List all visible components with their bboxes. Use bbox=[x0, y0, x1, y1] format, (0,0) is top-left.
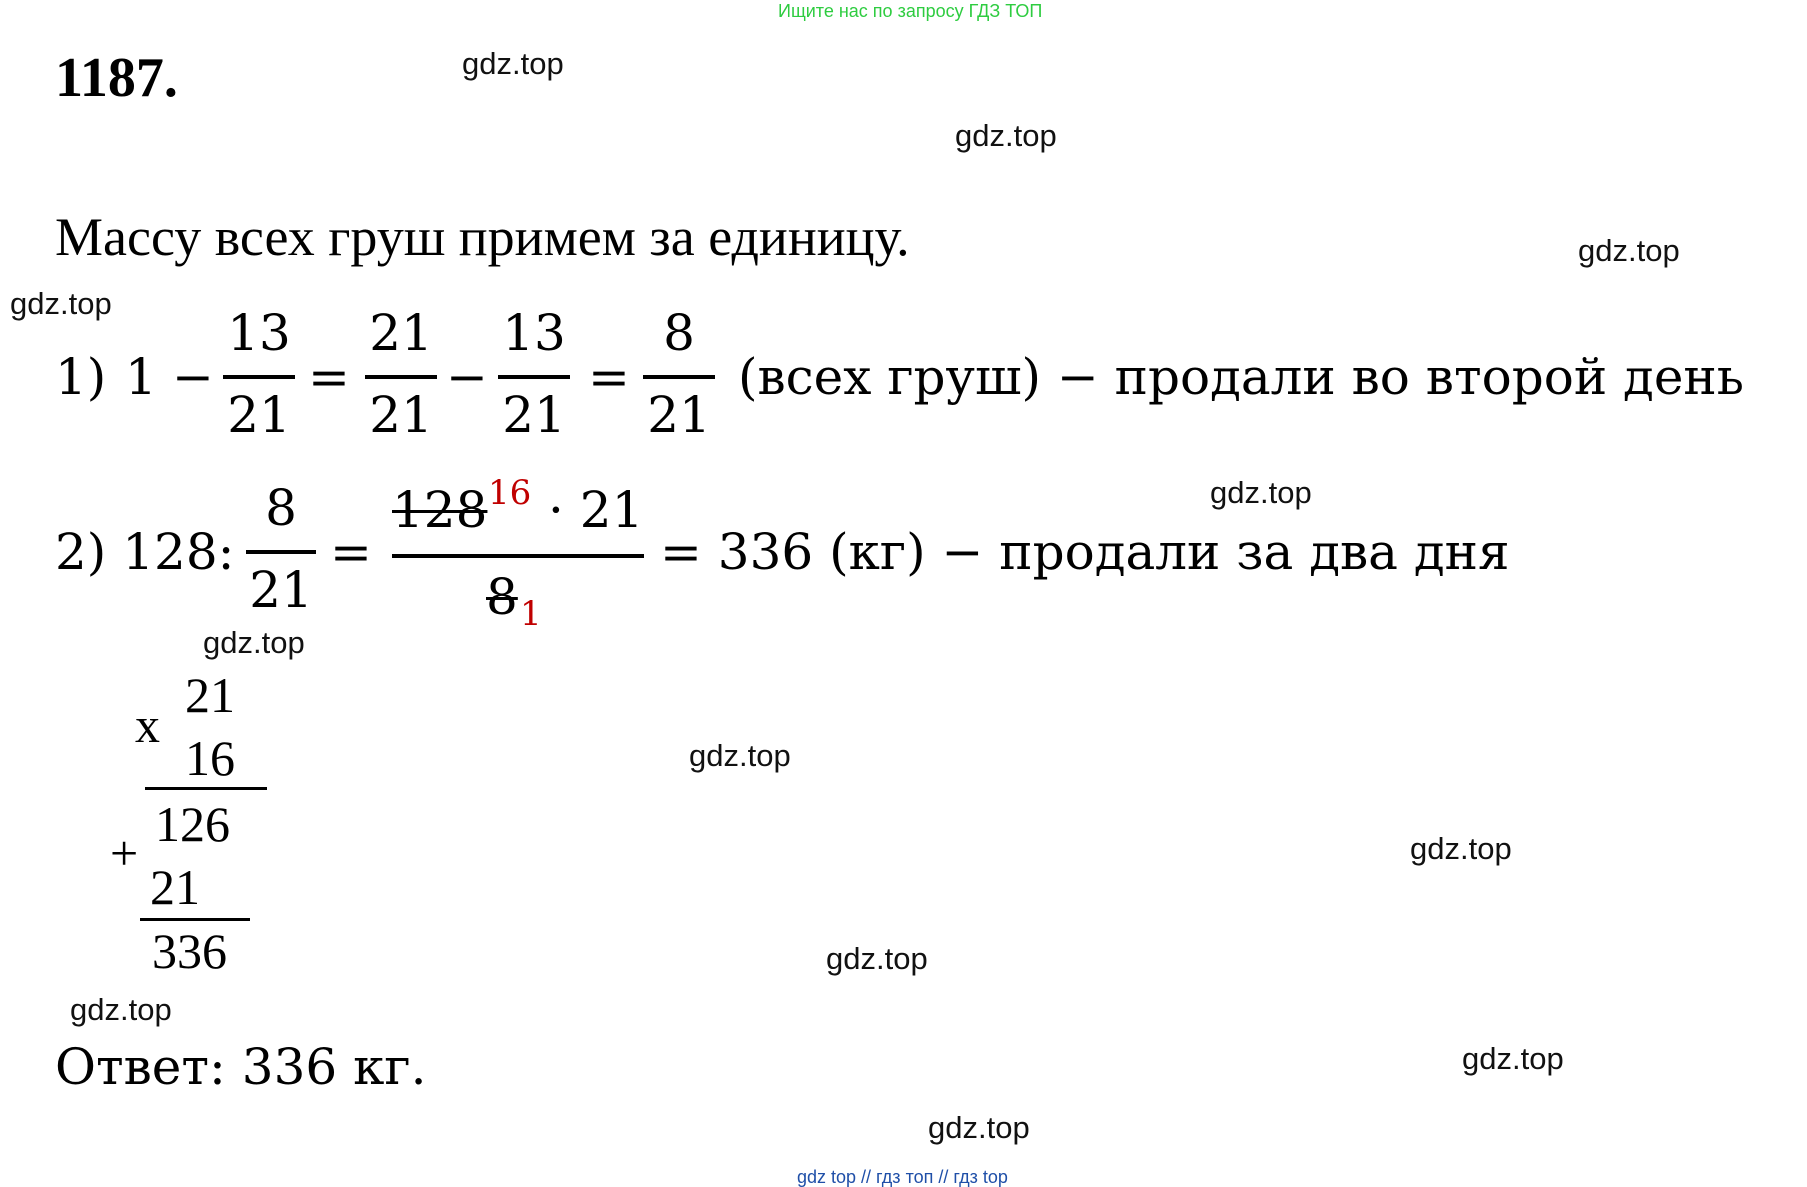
fraction-denominator: 21 bbox=[647, 386, 711, 444]
watermark: gdz.top bbox=[1210, 475, 1312, 510]
watermark: gdz.top bbox=[689, 738, 791, 773]
fraction-numerator: 13 bbox=[227, 304, 291, 362]
struck-denominator: 8 bbox=[486, 568, 518, 626]
fraction-21-21 bbox=[365, 300, 437, 450]
reduced-denominator: 1 bbox=[520, 594, 542, 634]
watermark: gdz.top bbox=[462, 46, 564, 81]
fraction-denominator: 21 bbox=[227, 386, 291, 444]
watermark: gdz.top bbox=[10, 286, 112, 321]
intro-text: Массу всех груш примем за единицу. bbox=[55, 207, 910, 267]
top-banner: Ищите нас по запросу ГДЗ ТОП bbox=[778, 1, 1043, 21]
bottom-banner: gdz top // гдз топ // гдз top bbox=[797, 1167, 1008, 1187]
watermark: gdz.top bbox=[928, 1110, 1030, 1145]
fraction-denominator: 21 bbox=[369, 386, 433, 444]
multiplier: 16 bbox=[185, 730, 235, 786]
watermark: gdz.top bbox=[1410, 831, 1512, 866]
fraction-numerator: 8 bbox=[663, 304, 695, 362]
problem-number: 1187. bbox=[55, 47, 178, 109]
step-1-one: 1 bbox=[125, 348, 157, 406]
fraction-numerator: 8 bbox=[265, 479, 297, 537]
fraction-bar bbox=[643, 375, 715, 379]
equals-sign: = bbox=[330, 523, 372, 581]
watermark: gdz.top bbox=[1578, 233, 1680, 268]
fraction-numerator: 21 bbox=[369, 304, 433, 362]
partial-product-1: 126 bbox=[155, 796, 230, 852]
minus-sign: − bbox=[172, 348, 214, 406]
line-divider bbox=[145, 787, 267, 790]
fraction-bar bbox=[246, 550, 316, 554]
watermark: gdz.top bbox=[826, 941, 928, 976]
equals-sign: = bbox=[308, 348, 350, 406]
equals-sign: = bbox=[588, 348, 630, 406]
fraction-bar bbox=[365, 375, 437, 379]
fraction-denominator: 21 bbox=[502, 386, 566, 444]
step-1-label: 1) bbox=[55, 348, 107, 406]
fraction-denominator: 21 bbox=[249, 561, 313, 619]
fraction-8-21 bbox=[246, 475, 316, 625]
minus-sign: − bbox=[446, 348, 488, 406]
watermark: gdz.top bbox=[70, 992, 172, 1027]
watermark: gdz.top bbox=[955, 118, 1057, 153]
fraction-8-21 bbox=[643, 300, 715, 450]
watermark: gdz.top bbox=[203, 625, 305, 660]
reduced-numerator: 16 bbox=[488, 473, 532, 513]
struck-numerator: 128 bbox=[392, 481, 488, 539]
fraction-bar bbox=[498, 375, 570, 379]
fraction-bar bbox=[392, 554, 644, 558]
product-result: 336 bbox=[152, 923, 227, 979]
answer-text: Ответ: 336 кг. bbox=[55, 1038, 427, 1096]
fraction-13-21-b bbox=[498, 300, 570, 450]
step-1-text: (всех груш) − продали во второй день bbox=[738, 348, 1744, 406]
fraction-13-21-a bbox=[223, 300, 295, 450]
multiplicand: 21 bbox=[185, 667, 235, 723]
watermark: gdz.top bbox=[1462, 1041, 1564, 1076]
fraction-bar bbox=[223, 375, 295, 379]
step-2-text: = 336 (кг) − продали за два дня bbox=[660, 523, 1510, 581]
partial-product-2: 21 bbox=[150, 859, 200, 915]
fraction-numerator: 13 bbox=[502, 304, 566, 362]
plus-sign: + bbox=[110, 825, 139, 881]
numerator-rest: · 21 bbox=[548, 481, 644, 539]
step-2-label: 2) 128: bbox=[55, 523, 235, 581]
line-divider bbox=[140, 918, 250, 921]
times-sign: x bbox=[135, 697, 160, 753]
